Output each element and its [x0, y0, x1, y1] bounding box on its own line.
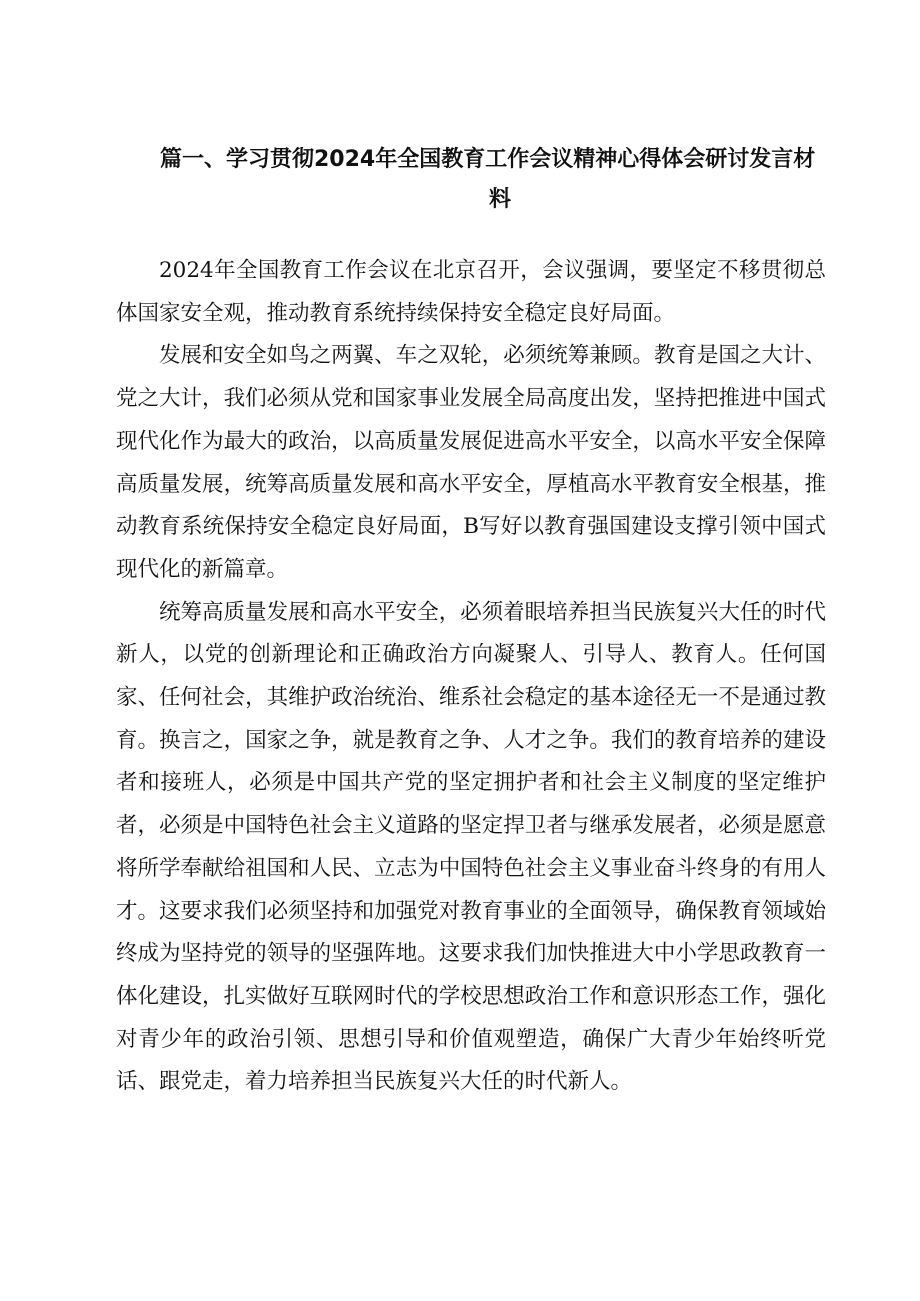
title-line-1: 篇一、学习贯彻2024年全国教育工作会议精神心得体会研讨发言材: [160, 147, 816, 172]
paragraph-1: 2024年全国教育工作会议在北京召开，会议强调，要坚定不移贯彻总体国家安全观，推动教育系统持续保持安全稳定良好局面。: [116, 258, 826, 326]
document-title: [160, 140, 840, 220]
document-body: [116, 250, 826, 1104]
paragraph-2: 发展和安全如鸟之两翼、车之双轮，必须统筹兼顾。教育是国之大计、党之大计，我们必须从党和国家事业发展全局高度出发，坚持把推进中国式现代化作为最大的政治，以高质量发展促进高水平安全，以高水平安全保障高质量发展，统筹高质量发展和高水平安全，厚植高水平教育安全根基，推动教育系统保持安全稳定良好局面，B写好以教育强国建设支撑引领中国式现代化的新篇章。: [116, 343, 826, 582]
paragraph-3: 统筹高质量发展和高水平安全，必须着眼培养担当民族复兴大任的时代新人，以党的创新理论和正确政治方向凝聚人、引导人、教育人。任何国家、任何社会，其维护政治统治、维系社会稳定的基本途径无一不是通过教育。换言之，国家之争，就是教育之争、人才之争。我们的教育培养的建设者和接班人，必须是中国共产党的坚定拥护者和社会主义制度的坚定维护者，必须是中国特色社会主义道路的坚定捍卫者与继承发展者，必须是愿意将所学奉献给祖国和人民、立志为中国特色社会主义事业奋斗终身的有用人才。这要求我们必须坚持和加强党对教育事业的全面领导，确保教育领域始终成为坚持党的领导的坚强阵地。这要求我们加快推进大中小学思政教育一体化建设，扎实做好互联网时代的学校思想政治工作和意识形态工作，强化对青少年的政治引领、思想引导和价值观塑造，确保广大青少年始终听党话、跟党走，着力培养担当民族复兴大任的时代新人。: [116, 599, 826, 1095]
title-line-2: 料: [488, 187, 511, 212]
